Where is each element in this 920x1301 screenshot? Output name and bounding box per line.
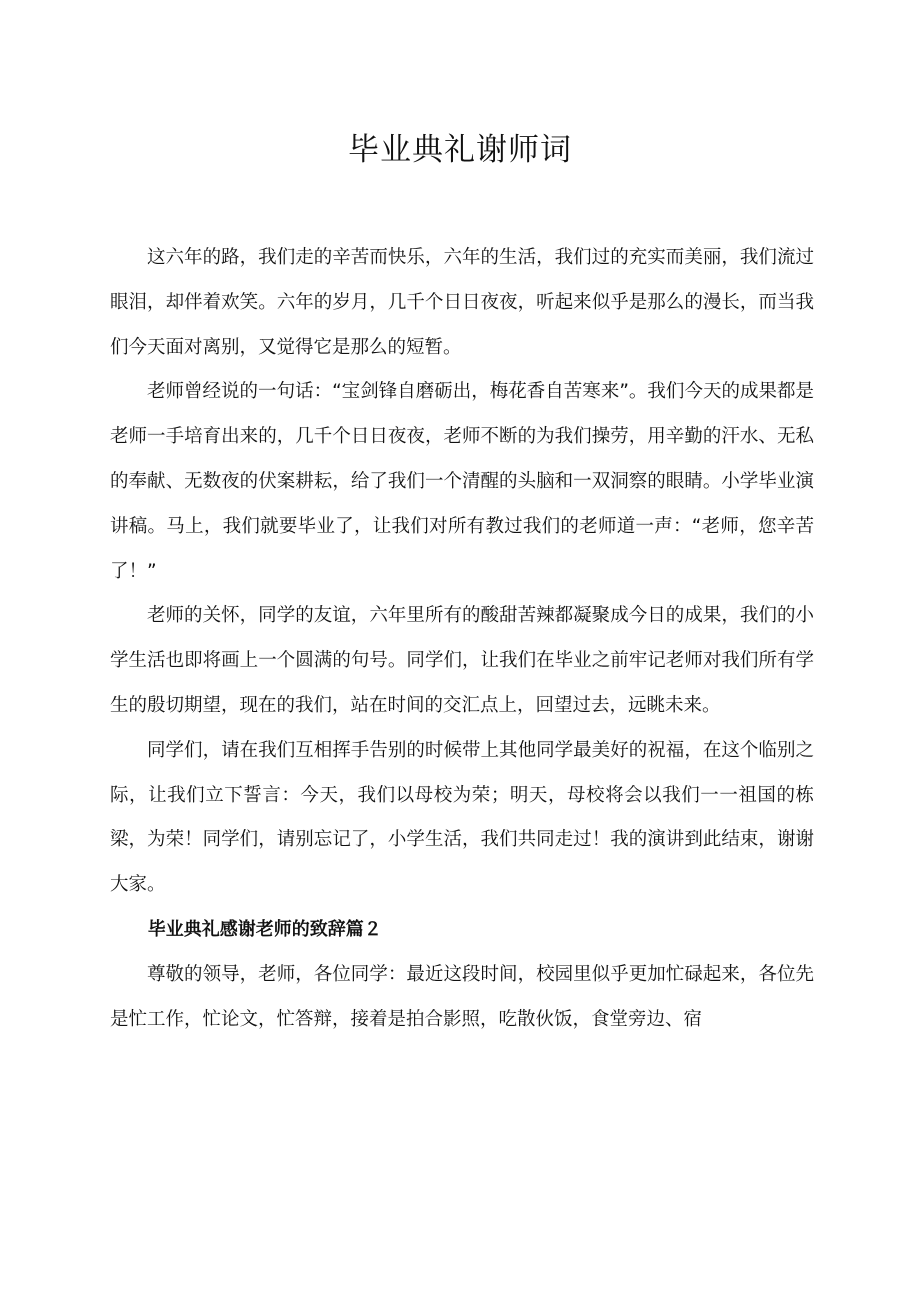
paragraph-4: 同学们，请在我们互相挥手告别的时候带上其他同学最美好的祝福，在这个临别之际，让我们立下誓言：今天，我们以母校为荣；明天，母校将会以我们一一祖国的栋梁，为荣！同学们，请别忘记了，小学生活，我们共同走过！我的演讲到此结束，谢谢大家。: [110, 739, 814, 896]
paragraph-1: 这六年的路，我们走的辛苦而快乐，六年的生活，我们过的充实而美丽，我们流过眼泪，却伴着欢笑。六年的岁月，几千个日日夜夜，听起来似乎是那么的漫长，而当我们今天面对离别，又觉得它是那么的短暂。: [110, 247, 814, 358]
section-heading: 毕业典礼感谢老师的致辞篇２: [147, 918, 382, 940]
document-body: [110, 236, 814, 1042]
paragraph-3: 老师的关怀，同学的友谊，六年里所有的酸甜苦辣都凝聚成今日的成果，我们的小学生活也即将画上一个圆满的句号。同学们，让我们在毕业之前牢记老师对我们所有学生的殷切期望，现在的我们，站在时间的交汇点上，回望过去，远眺未来。: [110, 605, 814, 716]
section-paragraph: 尊敬的领导，老师，各位同学：最近这段时间，校园里似乎更加忙碌起来，各位先是忙工作，忙论文，忙答辩，接着是拍合影照，吃散伙饭，食堂旁边、宿: [110, 963, 814, 1030]
paragraph-2: 老师曾经说的一句话：“宝剑锋自磨砺出，梅花香自苦寒来”。我们今天的成果都是老师一手培育出来的，几千个日日夜夜，老师不断的为我们操劳，用辛勤的汗水、无私的奉献、无数夜的伏案耕耘，给了我们一个清醒的头脑和一双洞察的眼睛。小学毕业演讲稿。马上，我们就要毕业了，让我们对所有教过我们的老师道一声：“老师，您辛苦了！”: [110, 381, 814, 582]
document-title: 毕业典礼谢师词: [348, 132, 572, 168]
